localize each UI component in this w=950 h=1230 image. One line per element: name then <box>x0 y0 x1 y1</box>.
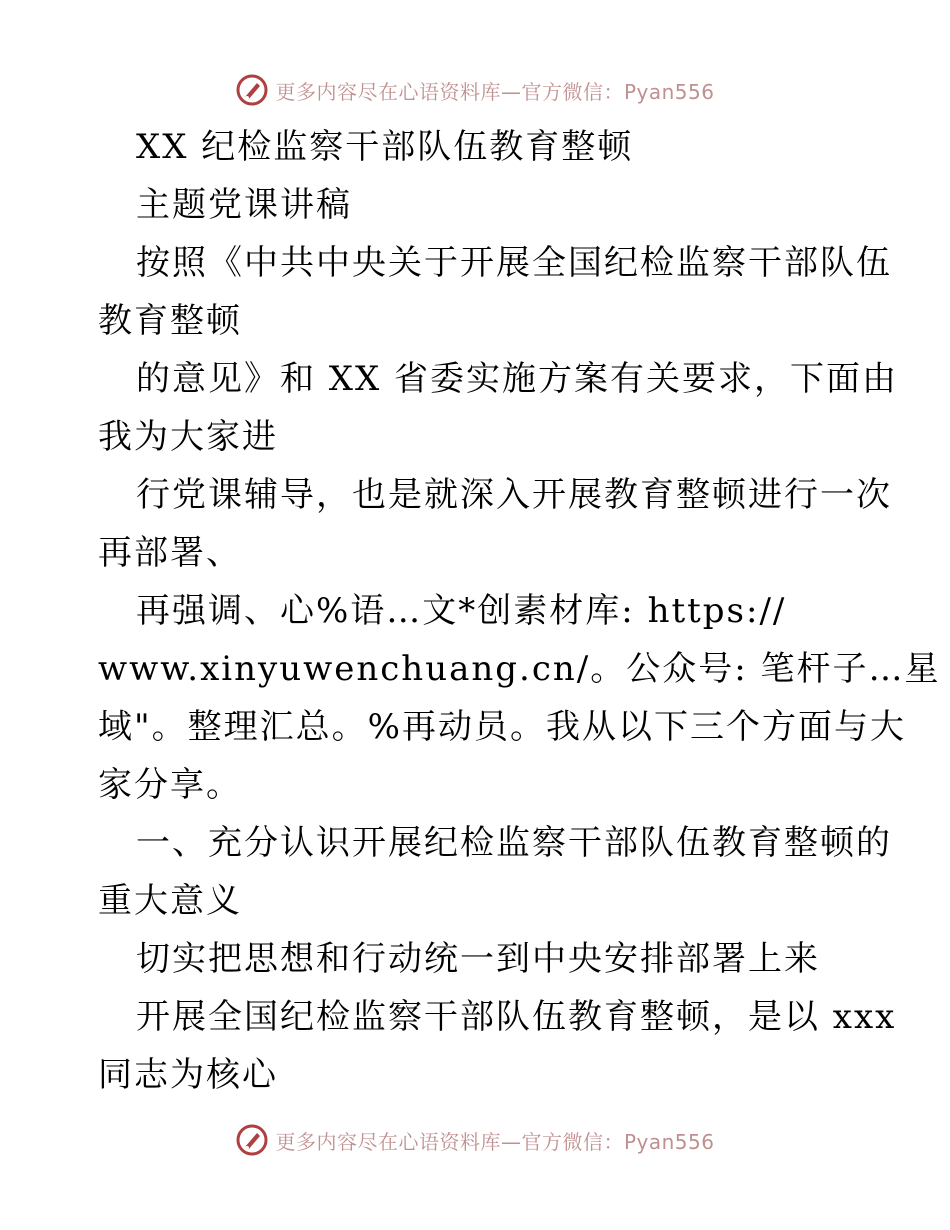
text-line: 按照《中共中央关于开展全国纪检监察干部队伍 <box>136 243 892 283</box>
document-body <box>98 118 941 1104</box>
text-line: 一、充分认识开展纪检监察干部队伍教育整顿的 <box>136 823 892 863</box>
text-line: 我为大家进 <box>98 417 278 457</box>
text-line: 行党课辅导，也是就深入开展教育整顿进行一次 <box>136 475 892 515</box>
pen-logo-icon <box>235 1123 269 1157</box>
text-line: 主题党课讲稿 <box>136 185 352 225</box>
header-watermark <box>0 70 950 110</box>
pen-logo-icon <box>235 73 269 107</box>
text-line: 开展全国纪检监察干部队伍教育整顿，是以 xxx <box>136 997 897 1037</box>
text-line: www.xinyuwenchuang.cn/。公众号: 笔杆子…星 <box>98 649 941 689</box>
footer-watermark <box>0 1120 950 1160</box>
text-line: XX 纪检监察干部队伍教育整顿 <box>136 127 634 167</box>
watermark-text: 更多内容尽在心语资料库—官方微信：Pyan556 <box>275 79 715 104</box>
text-line: 域"。整理汇总。%再动员。我从以下三个方面与大 <box>98 707 906 747</box>
text-line: 的意见》和 XX 省委实施方案有关要求，下面由 <box>136 359 899 399</box>
text-line: 切实把思想和行动统一到中央安排部署上来 <box>136 939 820 979</box>
watermark-text: 更多内容尽在心语资料库—官方微信：Pyan556 <box>275 1129 715 1154</box>
text-line: 再部署、 <box>98 533 242 573</box>
text-line: 再强调、心%语…文*创素材库: https:// <box>136 591 787 631</box>
text-line: 家分享。 <box>98 765 242 805</box>
text-line: 同志为核心 <box>98 1055 278 1095</box>
text-line: 教育整顿 <box>98 301 242 341</box>
text-line: 重大意义 <box>98 881 242 921</box>
